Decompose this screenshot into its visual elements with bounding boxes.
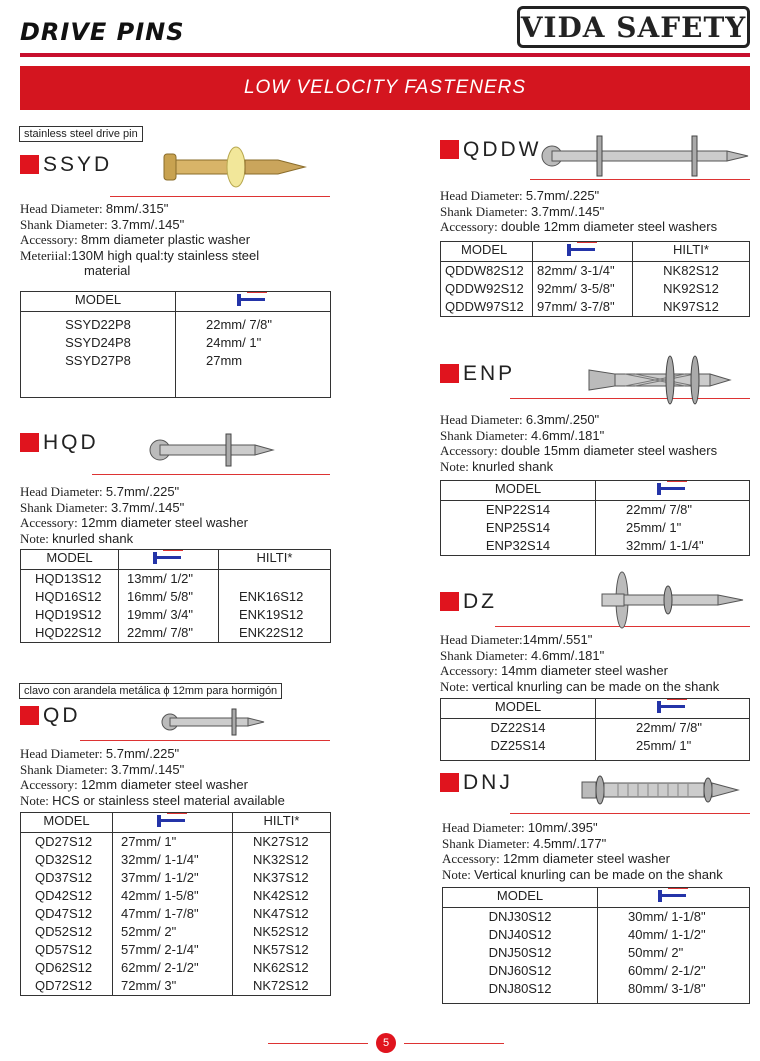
table-cell: QD37S12 (35, 870, 93, 885)
qddw-heading (440, 140, 542, 159)
table-cell: DNJ80S12 (488, 981, 552, 996)
table-cell: DNJ40S12 (488, 927, 552, 942)
col-length (533, 242, 633, 262)
dz-specs: Head Diameter:14mm/.551" Shank Diameter: 4.6mm/.181" Accessory: 14mm diameter steel washer Note: vertical knurling can be made on the shank (440, 632, 720, 694)
dnj-name: DNJ (463, 771, 513, 794)
hqd-pin-image (148, 432, 278, 468)
table-cell: NK42S12 (253, 888, 309, 903)
col-length (598, 888, 750, 908)
col-length (596, 699, 750, 719)
table-cell: 80mm/ 3-1/8" (628, 981, 706, 996)
section-marker (20, 433, 39, 452)
table-cell: QD32S12 (35, 852, 93, 867)
table-cell: 24mm/ 1" (206, 335, 262, 350)
col-hilti: HILTI* (219, 550, 331, 570)
qd-name: QD (43, 704, 81, 727)
ssyd-tag: stainless steel drive pin (19, 126, 143, 142)
table-cell: 62mm/ 2-1/2" (121, 960, 199, 975)
table-cell: QD27S12 (35, 834, 93, 849)
table-cell: QD52S12 (35, 924, 93, 939)
table-cell: 22mm/ 7/8" (206, 317, 273, 332)
table-cell: 40mm/ 1-1/2" (628, 927, 706, 942)
ssyd-pin-image (160, 144, 320, 190)
table-cell: 47mm/ 1-7/8" (121, 906, 199, 921)
qd-heading (20, 706, 81, 725)
table-cell: SSYD27P8 (65, 353, 131, 368)
table-cell: DZ25S14 (490, 738, 546, 753)
table-cell: 97mm/ 3-7/8" (537, 299, 615, 314)
table-cell: 32mm/ 1-1/4" (121, 852, 199, 867)
table-cell: QDDW82S12 (445, 263, 524, 278)
table-cell: ENK16S12 (239, 589, 304, 604)
table-cell: QD47S12 (35, 906, 93, 921)
table-cell: DNJ60S12 (488, 963, 552, 978)
table-cell: ENK22S12 (239, 625, 304, 640)
table-cell: 82mm/ 3-1/4" (537, 263, 615, 278)
table-cell: QD57S12 (35, 942, 93, 957)
table-cell: 42mm/ 1-5/8" (121, 888, 199, 903)
table-cell: 19mm/ 3/4" (127, 607, 194, 622)
table-cell: 52mm/ 2" (121, 924, 177, 939)
table-cell: 30mm/ 1-1/8" (628, 909, 706, 924)
table-cell: 32mm/ 1-1/4" (626, 538, 704, 553)
table-cell: 25mm/ 1" (626, 520, 682, 535)
table-cell: HQD16S12 (35, 589, 102, 604)
table-cell: NK27S12 (253, 834, 309, 849)
table-cell: QDDW92S12 (445, 281, 524, 296)
table-cell: ENK19S12 (239, 607, 304, 622)
length-icon (235, 292, 271, 306)
hqd-heading (20, 433, 99, 452)
table-cell: NK52S12 (253, 924, 309, 939)
enp-table (440, 480, 750, 556)
hqd-table (20, 549, 331, 643)
col-hilti: HILTI* (633, 242, 750, 262)
table-cell: NK82S12 (663, 263, 719, 278)
table-cell: NK62S12 (253, 960, 309, 975)
dnj-pin-image (578, 768, 746, 812)
table-cell: NK57S12 (253, 942, 309, 957)
table-cell: DZ22S14 (490, 720, 546, 735)
footer-rule-left (268, 1043, 368, 1044)
header-rule (20, 53, 750, 57)
table-cell: 92mm/ 3-5/8" (537, 281, 615, 296)
dz-heading (440, 592, 497, 611)
table-cell: QD62S12 (35, 960, 93, 975)
dz-table (440, 698, 750, 761)
col-length (119, 550, 219, 570)
table-cell: 22mm/ 7/8" (127, 625, 194, 640)
table-cell: 57mm/ 2-1/4" (121, 942, 199, 957)
qd-tag: clavo con arandela metálica ϕ 12mm para hormigón (19, 683, 282, 699)
col-length (596, 481, 750, 501)
table-cell: 72mm/ 3" (121, 978, 177, 993)
table-cell: 27mm/ 1" (121, 834, 177, 849)
enp-heading (440, 364, 515, 383)
col-model: MODEL (21, 813, 113, 833)
dnj-heading (440, 773, 513, 792)
ssyd-specs: Head Diameter: 8mm/.315" Shank Diameter: 3.7mm/.145" Accessory: 8mm diameter plastic washer Meteriial:130M high qual:ty stainless steel material (20, 201, 260, 278)
table-cell: DNJ30S12 (488, 909, 552, 924)
qd-specs: Head Diameter: 5.7mm/.225" Shank Diameter: 3.7mm/.145" Accessory: 12mm diameter steel washer Note: HCS or stainless steel material available (20, 746, 285, 808)
table-cell: SSYD24P8 (65, 335, 131, 350)
hqd-specs: Head Diameter: 5.7mm/.225" Shank Diameter: 3.7mm/.145" Accessory: 12mm diameter steel washer Note: knurled shank (20, 484, 248, 546)
table-cell: HQD22S12 (35, 625, 102, 640)
table-cell: ENP25S14 (485, 520, 551, 535)
dnj-specs: Head Diameter: 10mm/.395" Shank Diameter: 4.5mm/.177" Accessory: 12mm diameter steel washer Note: Vertical knurling can be made on the shank (442, 820, 723, 882)
enp-name: ENP (463, 362, 516, 385)
table-cell: 60mm/ 2-1/2" (628, 963, 706, 978)
table-cell: 13mm/ 1/2" (127, 571, 194, 586)
col-model: MODEL (21, 550, 119, 570)
ssyd-underline (110, 196, 330, 197)
table-cell: HQD19S12 (35, 607, 102, 622)
col-model: MODEL (441, 242, 533, 262)
col-model: MODEL (443, 888, 598, 908)
col-length (176, 292, 331, 312)
hqd-name: HQD (43, 431, 99, 454)
qddw-table (440, 241, 750, 317)
footer-rule-right (404, 1043, 504, 1044)
dnj-underline (510, 813, 750, 814)
qddw-underline (530, 179, 750, 180)
table-cell: NK92S12 (663, 281, 719, 296)
table-cell: NK32S12 (253, 852, 309, 867)
table-cell: DNJ50S12 (488, 945, 552, 960)
table-cell: 50mm/ 2" (628, 945, 684, 960)
table-cell: 22mm/ 7/8" (626, 502, 693, 517)
page-number: 5 (376, 1033, 396, 1053)
page-title: DRIVE PINS (20, 18, 185, 46)
section-marker (440, 592, 459, 611)
table-cell: NK47S12 (253, 906, 309, 921)
col-model: MODEL (441, 481, 596, 501)
qd-pin-image (160, 707, 270, 737)
table-cell: 16mm/ 5/8" (127, 589, 194, 604)
enp-specs: Head Diameter: 6.3mm/.250" Shank Diameter: 4.6mm/.181" Accessory: double 15mm diameter steel washers Note: knurled shank (440, 412, 718, 474)
qddw-specs: Head Diameter: 5.7mm/.225" Shank Diameter: 3.7mm/.145" Accessory: double 12mm diameter steel washers (440, 188, 718, 234)
table-cell: QDDW97S12 (445, 299, 524, 314)
ssyd-heading (20, 155, 112, 174)
brand-logo: VIDA SAFETY (517, 6, 750, 48)
table-cell: ENP22S14 (485, 502, 551, 517)
col-model: MODEL (21, 292, 176, 312)
table-cell: NK97S12 (663, 299, 719, 314)
table-cell: 25mm/ 1" (636, 738, 692, 753)
dnj-table (442, 887, 750, 1004)
length-icon (655, 699, 691, 713)
section-marker (440, 773, 459, 792)
table-cell: 27mm (206, 353, 243, 368)
qddw-name: QDDW (463, 138, 542, 161)
col-model: MODEL (441, 699, 596, 719)
table-cell: ENP32S14 (485, 538, 551, 553)
table-cell: HQD13S12 (35, 571, 102, 586)
hqd-underline (92, 474, 330, 475)
table-cell: QD72S12 (35, 978, 93, 993)
table-cell: 37mm/ 1-1/2" (121, 870, 199, 885)
dz-pin-image (598, 570, 748, 630)
length-icon (155, 813, 191, 827)
length-icon (656, 888, 692, 902)
section-marker (20, 155, 39, 174)
length-icon (565, 242, 601, 256)
enp-pin-image (585, 352, 735, 408)
table-cell: 22mm/ 7/8" (636, 720, 703, 735)
table-cell: QD42S12 (35, 888, 93, 903)
table-cell: SSYD22P8 (65, 317, 131, 332)
length-icon (151, 550, 187, 564)
col-length (113, 813, 233, 833)
section-marker (440, 364, 459, 383)
dz-name: DZ (463, 590, 497, 613)
col-hilti: HILTI* (233, 813, 331, 833)
section-banner: LOW VELOCITY FASTENERS (20, 66, 750, 110)
ssyd-table (20, 291, 331, 398)
length-icon (655, 481, 691, 495)
table-cell: NK72S12 (253, 978, 309, 993)
table-cell (239, 570, 326, 588)
ssyd-name: SSYD (43, 153, 113, 176)
section-marker (440, 140, 459, 159)
table-cell: NK37S12 (253, 870, 309, 885)
qd-underline (80, 740, 330, 741)
section-marker (20, 706, 39, 725)
qddw-pin-image (540, 134, 752, 178)
qd-table (20, 812, 331, 996)
